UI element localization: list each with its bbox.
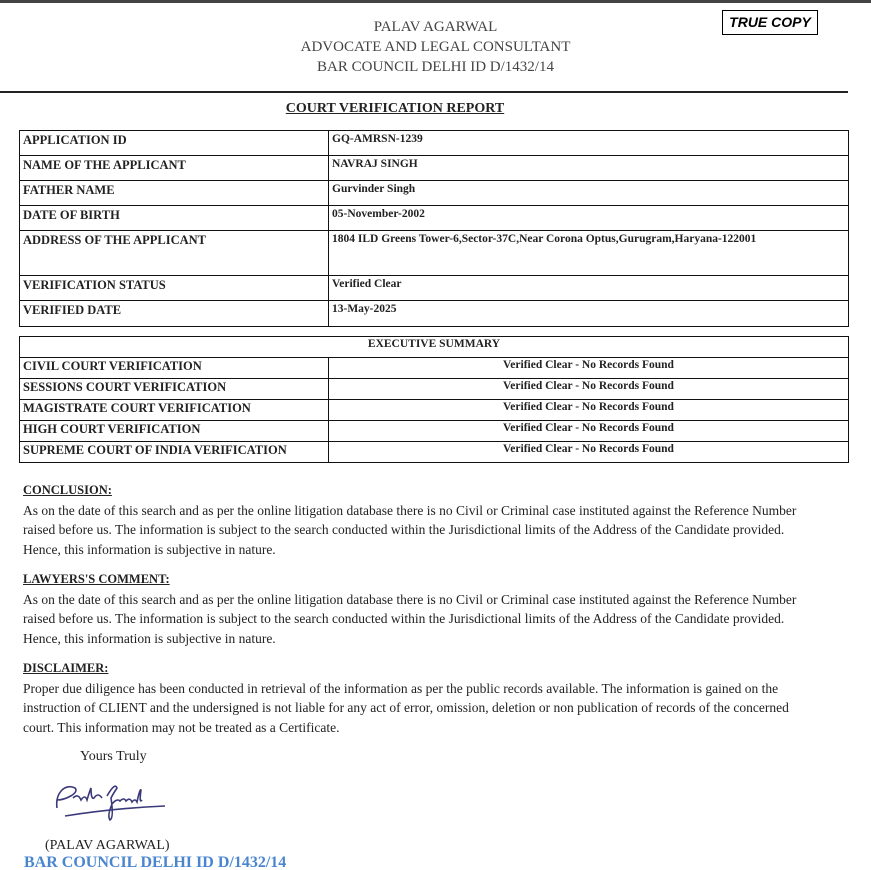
field-value: NAVRAJ SINGH: [329, 156, 849, 181]
table-row: [20, 206, 849, 231]
court-label: CIVIL COURT VERIFICATION: [20, 358, 329, 379]
signature-image: [45, 778, 175, 828]
table-row: [20, 442, 849, 463]
closing: Yours Truly: [80, 749, 147, 764]
court-result: Verified Clear - No Records Found: [329, 442, 849, 463]
report-title: COURT VERIFICATION REPORT: [285, 101, 505, 116]
court-result: Verified Clear - No Records Found: [329, 358, 849, 379]
comment-text: As on the date of this search and as per the online litigation database there is no Civil or Criminal case instituted against the Reference Number raised before us. The information is subject to the search conducted within the Jurisdictional limits of the Address of the Candidate provided. Hence, this information is subjective in nature.: [23, 591, 797, 646]
true-copy-stamp: TRUE COPY: [722, 10, 818, 35]
field-label: NAME OF THE APPLICANT: [20, 156, 329, 181]
applicant-details-table: [19, 130, 849, 327]
disclaimer-text: Proper due diligence has been conducted in retrieval of the information as per the public records available. The information is gained on the instruction of CLIENT and the undersigned is not liable for any act of error, omission, deletion or non publication of records of the concerned court. This information may not be treated as a Certificate.: [23, 680, 789, 735]
court-result: Verified Clear - No Records Found: [329, 421, 849, 442]
lawyers-comment-section: [23, 570, 823, 648]
executive-summary-table: [19, 336, 849, 463]
court-label: MAGISTRATE COURT VERIFICATION: [20, 400, 329, 421]
court-label: HIGH COURT VERIFICATION: [20, 421, 329, 442]
field-value: Verified Clear: [329, 276, 849, 301]
signatory-name: (PALAV AGARWAL): [45, 838, 170, 853]
bar-id: BAR COUNCIL DELHI ID D/1432/14: [317, 59, 554, 75]
advocate-name: PALAV AGARWAL: [373, 19, 498, 35]
table-row: [20, 131, 849, 156]
divider: [0, 91, 848, 93]
table-row: [20, 421, 849, 442]
field-value: 05-November-2002: [329, 206, 849, 231]
table-header-row: [20, 337, 849, 358]
field-value: GQ-AMRSN-1239: [329, 131, 849, 156]
field-label: DATE OF BIRTH: [20, 206, 329, 231]
table-row: [20, 276, 849, 301]
table-row: [20, 301, 849, 327]
conclusion-text: As on the date of this search and as per the online litigation database there is no Civil or Criminal case instituted against the Reference Number raised before us. The information is subject to the search conducted within the Jurisdictional limits of the Address of the Candidate provided. Hence, this information is subjective in nature.: [23, 502, 797, 557]
field-label: VERIFIED DATE: [20, 301, 329, 327]
court-result: Verified Clear - No Records Found: [329, 400, 849, 421]
field-value: 13-May-2025: [329, 301, 849, 327]
table-row: [20, 156, 849, 181]
field-value: Gurvinder Singh: [329, 181, 849, 206]
field-label: FATHER NAME: [20, 181, 329, 206]
signatory-bar-id: BAR COUNCIL DELHI ID D/1432/14: [24, 854, 287, 870]
field-label: APPLICATION ID: [20, 131, 329, 156]
court-label: SESSIONS COURT VERIFICATION: [20, 379, 329, 400]
table-row: [20, 358, 849, 379]
table-row: [20, 231, 849, 276]
conclusion-section: [23, 481, 823, 559]
field-label: VERIFICATION STATUS: [20, 276, 329, 301]
table-row: [20, 181, 849, 206]
summary-heading: EXECUTIVE SUMMARY: [20, 337, 849, 358]
table-row: [20, 400, 849, 421]
court-label: SUPREME COURT OF INDIA VERIFICATION: [20, 442, 329, 463]
court-result: Verified Clear - No Records Found: [329, 379, 849, 400]
advocate-role: ADVOCATE AND LEGAL CONSULTANT: [300, 39, 571, 55]
field-label: ADDRESS OF THE APPLICANT: [20, 231, 329, 276]
disclaimer-heading: DISCLAIMER:: [23, 661, 109, 675]
disclaimer-section: [23, 659, 823, 737]
field-value: 1804 ILD Greens Tower-6,Sector-37C,Near Corona Optus,Gurugram,Haryana-122001: [329, 231, 849, 276]
comment-heading: LAWYERS'S COMMENT:: [23, 572, 170, 586]
table-row: [20, 379, 849, 400]
conclusion-heading: CONCLUSION:: [23, 483, 112, 497]
